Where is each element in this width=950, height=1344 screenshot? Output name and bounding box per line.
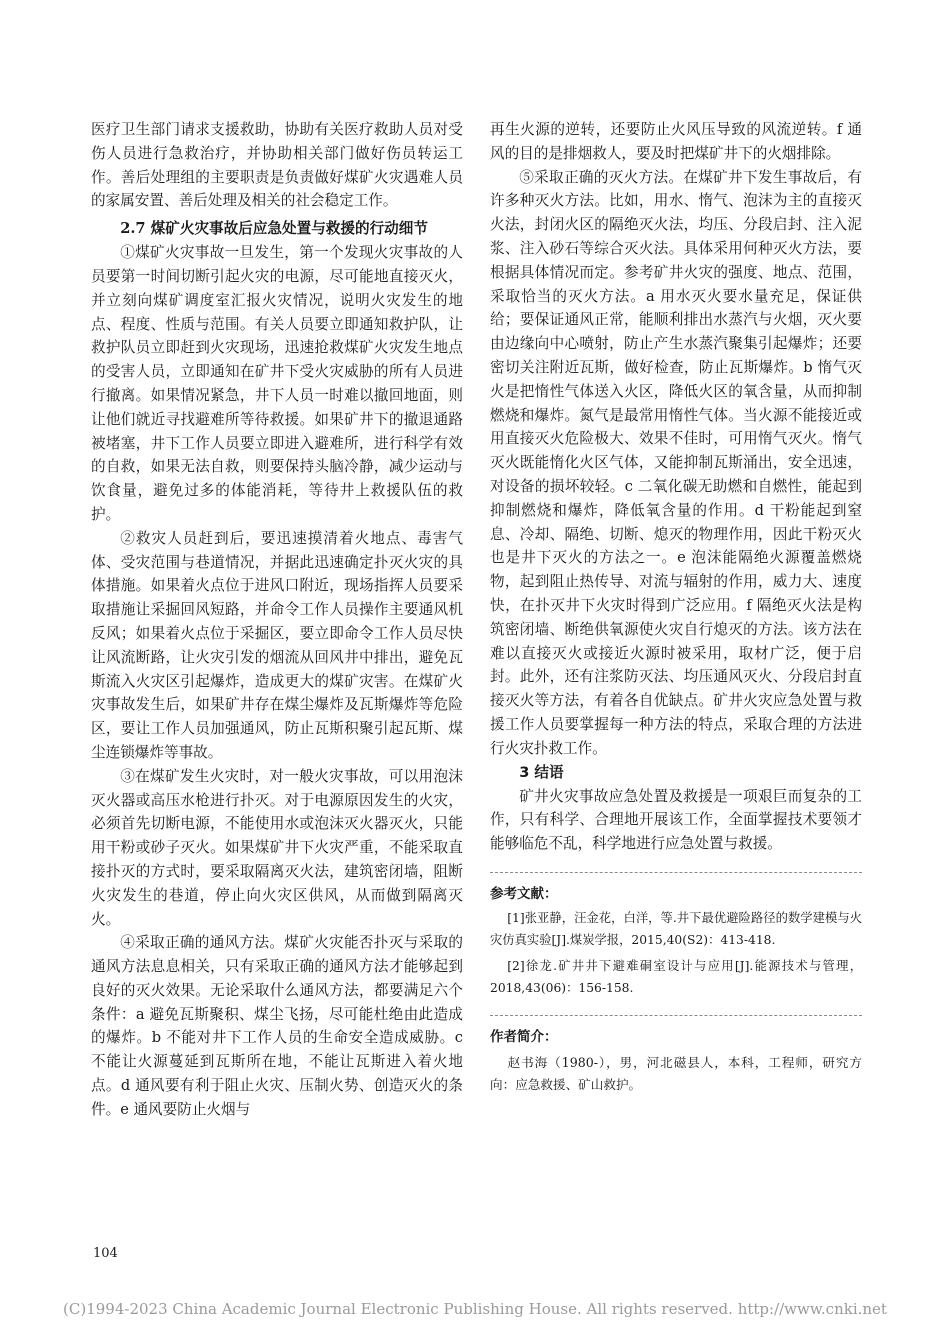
section-heading-3: 3 结语 <box>519 763 564 781</box>
paragraph: ⑤采取正确的灭火方法。在煤矿井下发生事故后，有许多种灭火方法。比如，用水、惰气、泡沫为主的直接灭火法，封闭火区的隔绝灭火法，均压、分段启封、注入泥浆、注入砂石等综合灭火法。具体采用何种灭火方法，要根据具体情况而定。参考矿井火灾的强度、地点、范围，采取恰当的灭火方法。a 用水灭火要水量充足，保证供给；要保证通风正常，能顺利排出水蒸汽与火烟，灭火要由边缘向中心喷射，防止产生水蒸汽聚集引起爆炸；还要密切关注附近瓦斯，做好检查，防止瓦斯爆炸。b 惰气灭火是把惰性气体送入火区，降低火区的氧含量，从而抑制燃烧和爆炸。氮气是最常用惰性气体。当火源不能接近或用直接灭火危险极大、效果不佳时，可用惰气灭火。惰气灭火既能惰化火区气体，又能抑制瓦斯涌出，安全迅速，对设备的损坏较轻。c 二氧化碳无助燃和自燃性，能起到抑制燃烧和爆炸，降低氧含量的作用。d 干粉能起到窒息、冷却、隔绝、切断、熄灭的物理作用，因此干粉灭火也是井下灭火的方法之一。e 泡沫能隔绝火源覆盖燃烧物，起到阻止热传导、对流与辐射的作用，威力大、速度快，在扑灭井下火灾时得到广泛应用。f 隔绝灭火法是构筑密闭墙、断绝供氧源使火灾自行熄灭的方法。该方法在难以直接灭火或接近火源时被采用，取材广泛，便于启封。此外，还有注浆防灭法、均压通风灭火、分段启封直接灭火等方法，有着各自优缺点。矿井火灾应急处置与救援工作人员要掌握每一种方法的特点，采取合理的方法进行火灾扑救工作。 <box>490 168 862 757</box>
paragraph: 再生火源的逆转，还要防止火风压导致的风流逆转。f 通风的目的是排烟救人，要及时把煤矿井下的火烟排除。 <box>490 121 862 162</box>
paragraph: ②救灾人员赶到后，要迅速摸清着火地点、毒害气体、受灾范围与巷道情况，并据此迅速确定扑灭火灾的具体措施。如果着火点位于进风口附近，现场指挥人员要采取措施让采掘回风短路，并命令工作人员操作主要通风机反风；如果着火点位于采掘区，要立即命令工作人员尽快让风流断路，让火灾引发的烟流从回风井中排出，避免瓦斯流入火灾区引起爆炸，造成更大的煤矿灾害。在煤矿火灾事故发生后，如果矿井存在煤尘爆炸及瓦斯爆炸等危险区，要让工作人员加强通风，防止瓦斯积聚引起瓦斯、煤尘连锁爆炸等事故。 <box>91 529 463 761</box>
author-bio: 赵书海（1980-），男，河北磁县人，本科，工程师，研究方向：应急救援、矿山救护。 <box>490 1054 862 1092</box>
left-column <box>91 118 463 1122</box>
reference-item: [2]徐龙.矿井井下避难硐室设计与应用[J].能源技术与管理，2018,43(06)：156-158. <box>490 958 862 995</box>
paragraph: ③在煤矿发生火灾时，对一般火灾事故，可以用泡沫灭火器或高压水枪进行扑灭。对于电源原因发生的火灾，必须首先切断电源，不能使用水或泡沫灭火器灭火，只能用干粉或砂子灭火。如果煤矿井下火灾严重，不能采取直接扑灭的方式时，要采取隔离灭火法，建筑密闭墙，阻断火灾发生的巷道，停止向火灾区供风，从而做到隔离灭火。 <box>91 767 463 928</box>
page-number: 104 <box>93 1246 118 1261</box>
paragraph: 矿井火灾事故应急处置及救援是一项艰巨而复杂的工作，只有科学、合理地开展该工作，全面掌握技术要领才能够临危不乱，科学地进行应急处置与救援。 <box>490 787 862 853</box>
copyright-footer: (C)1994-2023 China Academic Journal Electronic Publishing House. All rights reserved. http://www.cnki.net <box>63 1300 887 1318</box>
reference-item: [1]张亚静，汪金花，白洋，等.井下最优避险路径的数学建模与火灾仿真实验[J].煤炭学报，2015,40(S2)：413-418. <box>490 910 862 947</box>
paragraph: 医疗卫生部门请求支援救助，协助有关医疗救助人员对受伤人员进行急救治疗，并协助相关部门做好伤员转运工作。善后处理组的主要职责是负责做好煤矿火灾遇难人员的家属安置、善后处理及相关的社会稳定工作。 <box>91 121 463 210</box>
author-heading: 作者简介： <box>490 1028 558 1045</box>
section-heading-2-7: 2.7 煤矿火灾事故后应急处置与救援的行动细节 <box>120 220 428 238</box>
paragraph: ④采取正确的通风方法。煤矿火灾能否扑灭与采取的通风方法息息相关，只有采取正确的通风方法才能够起到良好的灭火效果。无论采取什么通风方法，都要满足六个条件：a 避免瓦斯聚积、煤尘飞扬，尽可能杜绝由此造成的爆炸。b 不能对井下工作人员的生命安全造成威胁。c 不能让火源蔓延到瓦斯所在地，不能让瓦斯进入着火地点。d 通风要有利于阻止火灾、压制火势、创造灭火的条件。e 通风要防止火烟与 <box>91 934 463 1118</box>
paragraph: ①煤矿火灾事故一旦发生，第一个发现火灾事故的人员要第一时间切断引起火灾的电源，尽可能地直接灭火，并立刻向煤矿调度室汇报火灾情况，说明火灾发生的地点、程度、性质与范围。有关人员要立即通知救护队，让救护队员立即赶到火灾现场，迅速抢救煤矿火灾发生地点的受害人员，立即通知在矿井下受火灾威胁的所有人员进行撤离。如果情况紧急，井下人员一时难以撤回地面，则让他们就近寻找避难所等待救援。如果矿井下的撤退通路被堵塞，井下工作人员要立即进入避难所，进行科学有效的自救，如果无法自救，则要保持头脑冷静，减少运动与饮食量，避免过多的体能消耗，等待井上救援队伍的救护。 <box>91 244 463 523</box>
divider <box>490 1015 862 1016</box>
right-column <box>490 118 862 1096</box>
references-heading: 参考文献： <box>490 885 558 902</box>
divider <box>490 872 862 873</box>
